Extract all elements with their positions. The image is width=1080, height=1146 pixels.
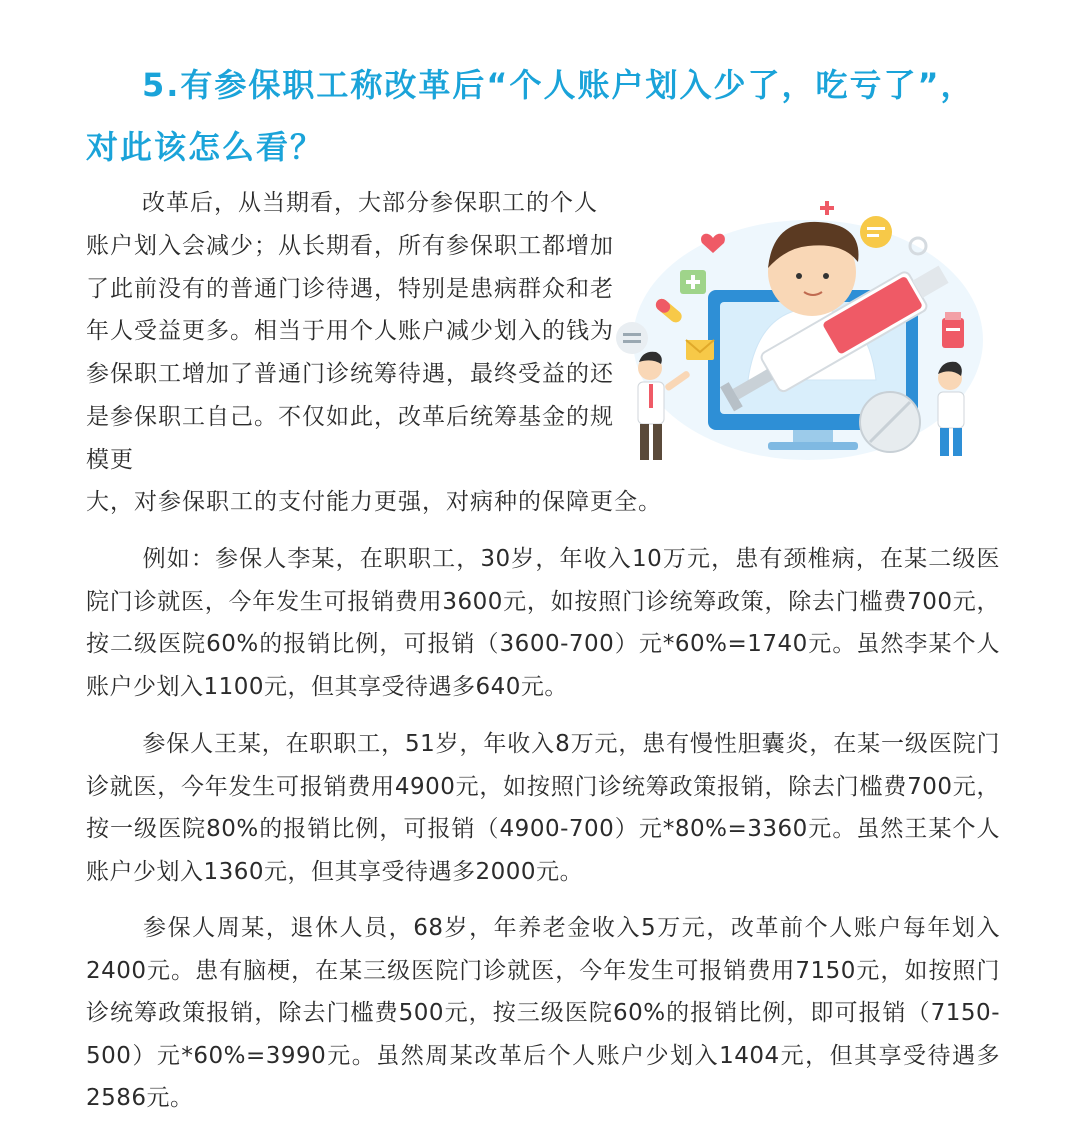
chat-bubble-icon: [860, 216, 892, 248]
example-paragraph-3: [86, 907, 1000, 1120]
envelope-icon: [686, 340, 714, 360]
pill-icon: [860, 392, 920, 452]
message-icon: [616, 322, 648, 354]
medical-illustration: [608, 190, 998, 478]
example-3-text: 参保人周某，退休人员，68岁，年养老金收入5万元，改革前个人账户每年划入2400元。患有脑梗，在某三级医院门诊就医，今年发生可报销费用7150元，如按照门诊统筹政策报销，除去门槛费500元，按三级医院60%的报销比例，即可报销（7150-500）元*60%=3990元。虽然周某改革后个人账户少划入1404元，但其享受待遇多2586元。: [86, 915, 1000, 1111]
intro-text: 改革后，从当期看，大部分参保职工的个人账户划入会减少；从长期看，所有参保职工都增加了此前没有的普通门诊待遇，特别是患病群众和老年人受益更多。相当于用个人账户减少划入的钱为参保职工增加了普通门诊统筹待遇，最终受益的还是参保职工自己。不仅如此，改革后统筹基金的规模更: [86, 190, 614, 473]
intro-paragraph-tail: 大，对参保职工的支付能力更强，对病种的保障更全。: [86, 489, 662, 515]
example-paragraph-1: [86, 538, 1000, 708]
medicine-bottle-icon: [942, 312, 964, 348]
example-1-text: 例如：参保人李某，在职职工，30岁，年收入10万元，患有颈椎病，在某二级医院门诊就医，今年发生可报销费用3600元，如按照门诊统筹政策，除去门槛费700元，按二级医院60%的报销比例，可报销（3600-700）元*60%=1740元。虽然李某个人账户少划入1100元，但其享受待遇多640元。: [86, 546, 1000, 700]
example-2-text: 参保人王某，在职职工，51岁，年收入8万元，患有慢性胆囊炎，在某一级医院门诊就医，今年发生可报销费用4900元，如按照门诊统筹政策报销，除去门槛费700元，按一级医院80%的报销比例，可报销（4900-700）元*80%=3360元。虽然王某个人账户少划入1360元，但其享受待遇多2000元。: [86, 731, 1000, 885]
example-paragraph-2: [86, 723, 1000, 893]
medical-kit-icon: [680, 270, 706, 294]
question-title-text: 5.有参保职工称改革后“个人账户划入少了，吃亏了”，对此该怎么看？: [86, 66, 975, 166]
intro-paragraph: [86, 182, 616, 482]
plus-icon: [820, 201, 834, 215]
nurse-figure: [938, 362, 964, 456]
question-title: [86, 54, 1006, 178]
